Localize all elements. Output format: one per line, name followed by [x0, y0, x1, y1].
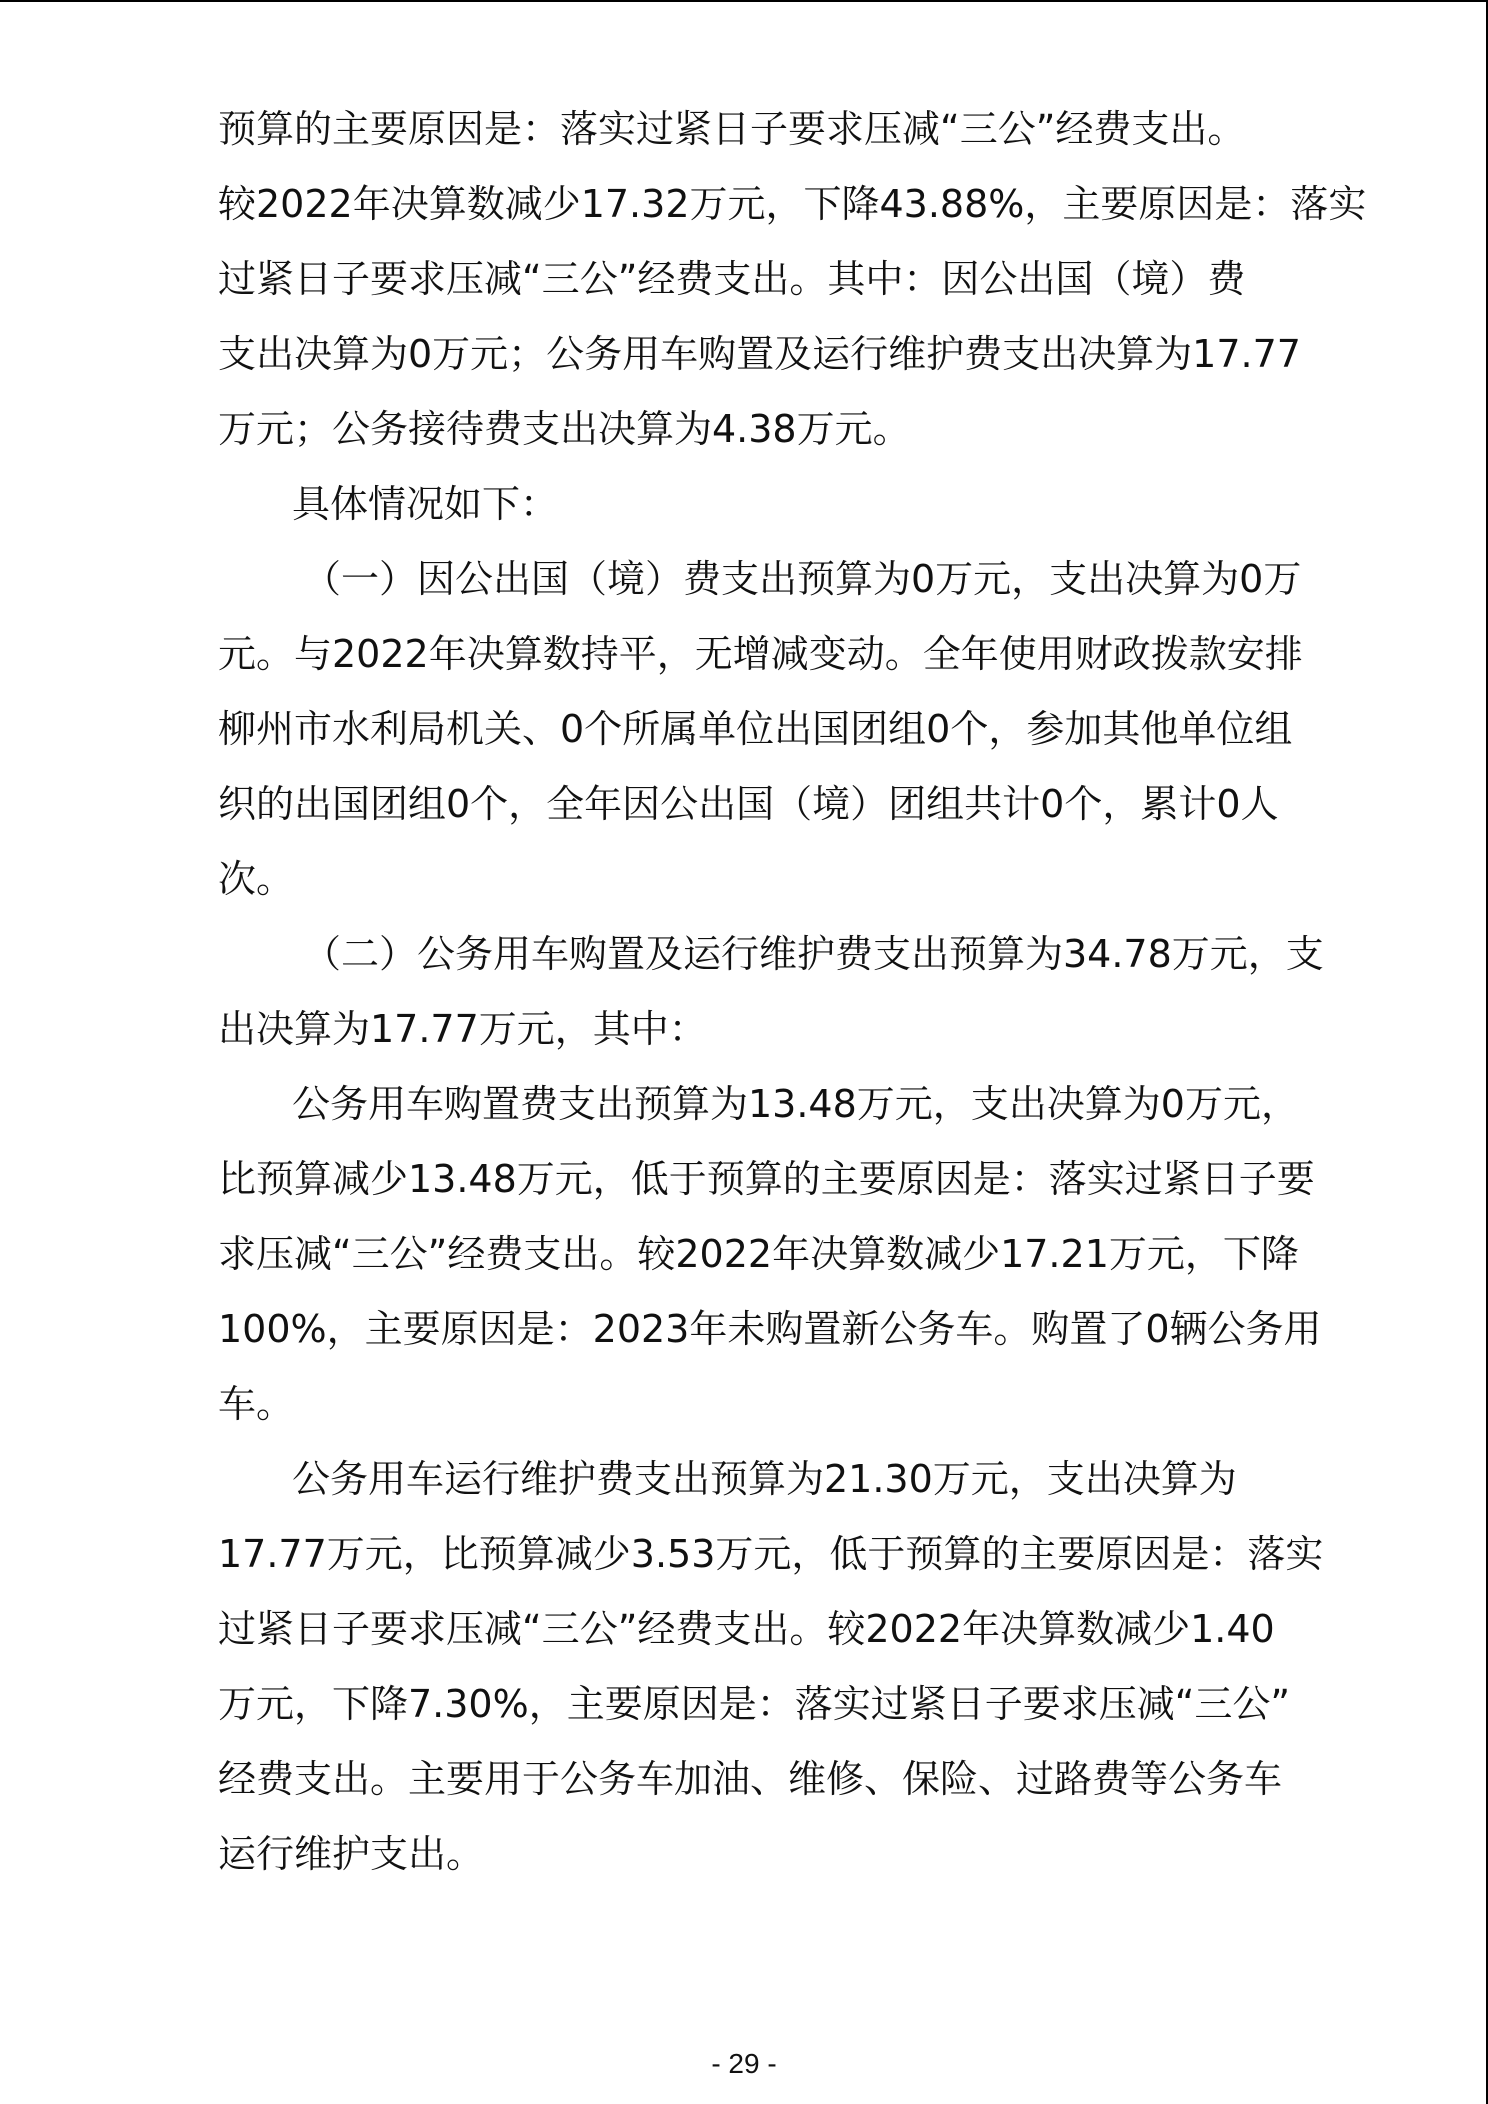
- text-line: 支出决算为0万元；公务用车购置及运行维护费支出决算为17.77: [218, 332, 1301, 376]
- text-line: 次。: [218, 857, 295, 901]
- text-line: 17.77万元，比预算减少3.53万元，低于预算的主要原因是：落实: [218, 1532, 1324, 1576]
- text-line: （二）公务用车购置及运行维护费支出预算为34.78万元，支: [303, 932, 1324, 976]
- text-line: 车。: [218, 1382, 295, 1426]
- page-number: - 29 -: [711, 2048, 777, 2079]
- text-line: 万元；公务接待费支出决算为4.38万元。: [218, 407, 911, 451]
- text-line: 柳州市水利局机关、0个所属单位出国团组0个，参加其他单位组: [218, 707, 1293, 751]
- text-line: 较2022年决算数减少17.32万元，下降43.88%，主要原因是：落实: [218, 182, 1367, 226]
- text-line: 元。与2022年决算数持平，无增减变动。全年使用财政拨款安排: [218, 632, 1303, 676]
- text-line: 求压减“三公”经费支出。较2022年决算数减少17.21万元，下降: [218, 1232, 1299, 1276]
- text-line: 过紧日子要求压减“三公”经费支出。其中：因公出国（境）费: [218, 257, 1246, 301]
- text-line: 公务用车运行维护费支出预算为21.30万元，支出决算为: [292, 1457, 1237, 1501]
- text-line: 出决算为17.77万元，其中：: [218, 1007, 707, 1051]
- text-line: 公务用车购置费支出预算为13.48万元，支出决算为0万元，: [292, 1082, 1299, 1126]
- page-top-border: [0, 0, 1488, 2]
- text-line: 过紧日子要求压减“三公”经费支出。较2022年决算数减少1.40: [218, 1607, 1275, 1651]
- text-line: 运行维护支出。: [218, 1832, 485, 1876]
- document-body: [218, 99, 1367, 1899]
- text-line: （一）因公出国（境）费支出预算为0万元，支出决算为0万: [303, 557, 1302, 601]
- text-line: 具体情况如下：: [292, 482, 559, 526]
- text-line: 比预算减少13.48万元，低于预算的主要原因是：落实过紧日子要: [218, 1157, 1315, 1201]
- text-line: 织的出国团组0个，全年因公出国（境）团组共计0个，累计0人: [218, 782, 1279, 826]
- text-line: 100%，主要原因是：2023年未购置新公务车。购置了0辆公务用: [218, 1307, 1322, 1351]
- text-line: 预算的主要原因是：落实过紧日子要求压减“三公”经费支出。: [218, 107, 1246, 151]
- text-line: 经费支出。主要用于公务车加油、维修、保险、过路费等公务车: [218, 1757, 1283, 1801]
- text-line: 万元，下降7.30%，主要原因是：落实过紧日子要求压减“三公”: [218, 1682, 1291, 1726]
